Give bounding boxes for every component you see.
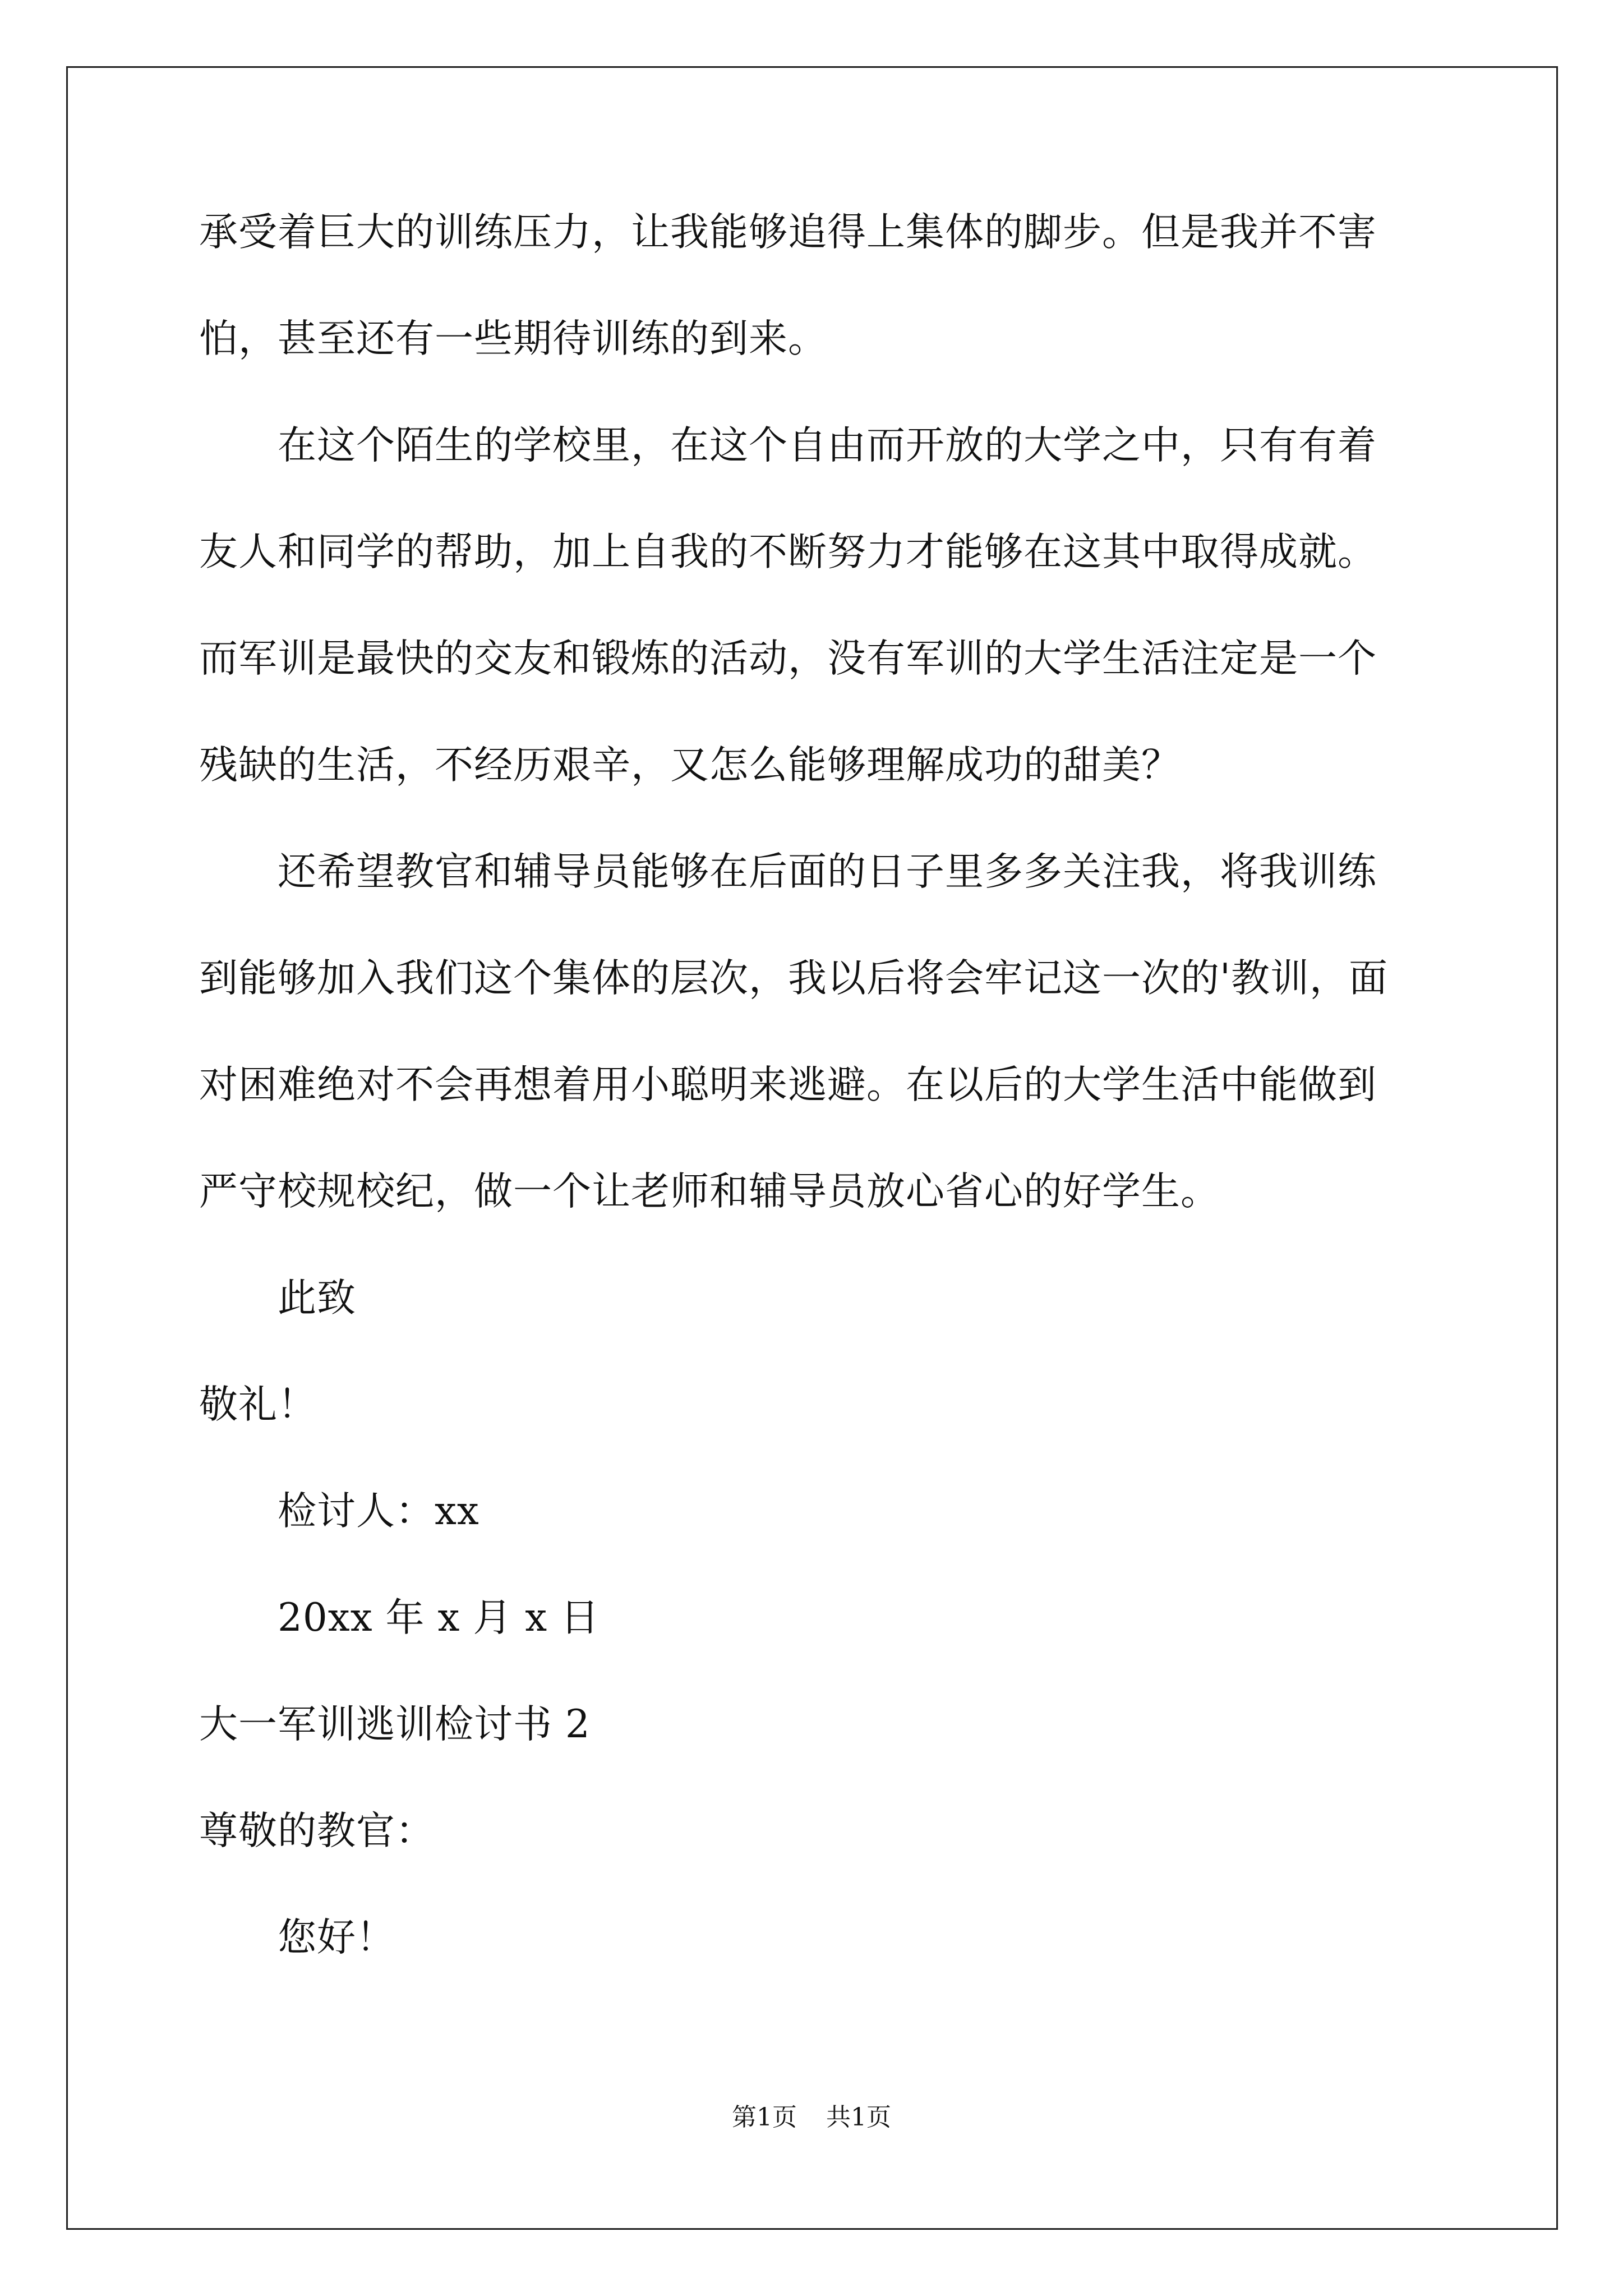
page-number: 第1页 (732, 2103, 797, 2132)
body-line: 怕，甚至还有一些期待训练的到来。 (199, 316, 827, 361)
date-line: 20xx 年 x 月 x 日 (278, 1595, 600, 1640)
body-line: 严守校规校纪，做一个让老师和辅导员放心省心的好学生。 (199, 1169, 1220, 1214)
page-total: 共1页 (826, 2103, 891, 2132)
body-line: 到能够加入我们这个集体的层次，我以后将会牢记这一次的'教训，面 (199, 956, 1388, 1001)
body-line: 残缺的生活，不经历艰辛，又怎么能够理解成功的甜美？ (199, 743, 1181, 788)
body-line: 友人和同学的帮助，加上自我的不断努力才能够在这其中取得成就。 (199, 530, 1377, 574)
opening-line: 您好！ (278, 1915, 395, 1960)
section-title: 大一军训逃训检讨书 2 (199, 1702, 591, 1747)
paragraph-start-line: 在这个陌生的学校里，在这个自由而开放的大学之中，只有有着 (278, 423, 1377, 468)
greeting-line: 尊敬的教官： (199, 1809, 435, 1853)
page-footer (0, 2097, 1623, 2133)
body-line: 而军训是最快的交友和锻炼的活动，没有军训的大学生活注定是一个 (199, 636, 1377, 681)
paragraph-start-line: 还希望教官和辅导员能够在后面的日子里多多关注我，将我训练 (278, 849, 1377, 894)
closing-regards: 敬礼！ (199, 1382, 317, 1427)
closing-salutation: 此致 (278, 1276, 356, 1320)
page-frame (66, 66, 1558, 2230)
body-line: 承受着巨大的训练压力，让我能够追得上集体的脚步。但是我并不害 (199, 210, 1377, 255)
signature-line: 检讨人：xx (278, 1489, 479, 1534)
body-line: 对困难绝对不会再想着用小聪明来逃避。在以后的大学生活中能做到 (199, 1062, 1377, 1107)
